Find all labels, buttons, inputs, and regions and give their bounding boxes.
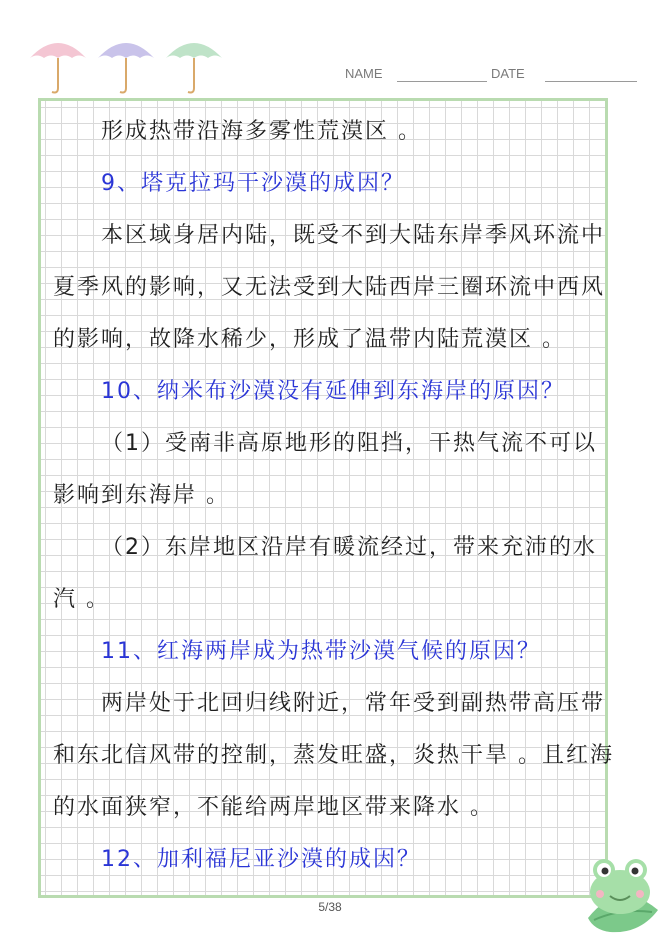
text-line: 汽 。: [53, 587, 110, 612]
page-number: 5/38: [318, 900, 342, 914]
text-line: 本区域身居内陆，既受不到大陆东岸季风环流中: [101, 223, 606, 248]
text-line: 影响到东海岸 。: [53, 483, 230, 508]
text-line: 的水面狭窄，不能给两岸地区带来降水 。: [53, 795, 494, 820]
text-line: 形成热带沿海多雾性荒漠区 。: [101, 119, 422, 144]
question-heading: 9、塔克拉玛干沙漠的成因？: [101, 171, 405, 196]
name-line: [397, 81, 487, 82]
name-label: NAME: [345, 66, 383, 81]
text-line: 的影响，故降水稀少，形成了温带内陆荒漠区 。: [53, 327, 566, 352]
date-label: DATE: [491, 66, 525, 81]
umbrella-icon: [166, 43, 222, 93]
text-line: 夏季风的影响，又无法受到大陆西岸三圈环流中西风: [53, 275, 606, 300]
text-line: （2）东岸地区沿岸有暖流经过，带来充沛的水: [101, 535, 597, 560]
text-line: 和东北信风带的控制，蒸发旺盛，炎热干旱 。且红海: [53, 743, 614, 768]
question-heading: 12、加利福尼亚沙漠的成因？: [101, 847, 421, 872]
grid-paper: [38, 98, 614, 898]
question-heading: 10、纳米布沙漠没有延伸到东海岸的原因？: [101, 379, 565, 404]
frog-icon: [580, 848, 660, 933]
name-date-header: [345, 66, 645, 86]
umbrella-icon: [98, 43, 154, 93]
text-line: （1）受南非高原地形的阻挡，干热气流不可以: [101, 431, 597, 456]
question-heading: 11、红海两岸成为热带沙漠气候的原因？: [101, 639, 541, 664]
umbrella-icon: [30, 43, 86, 93]
umbrellas-decoration: [28, 28, 228, 98]
text-line: 两岸处于北回归线附近，常年受到副热带高压带: [101, 691, 606, 716]
date-line: [545, 81, 637, 82]
